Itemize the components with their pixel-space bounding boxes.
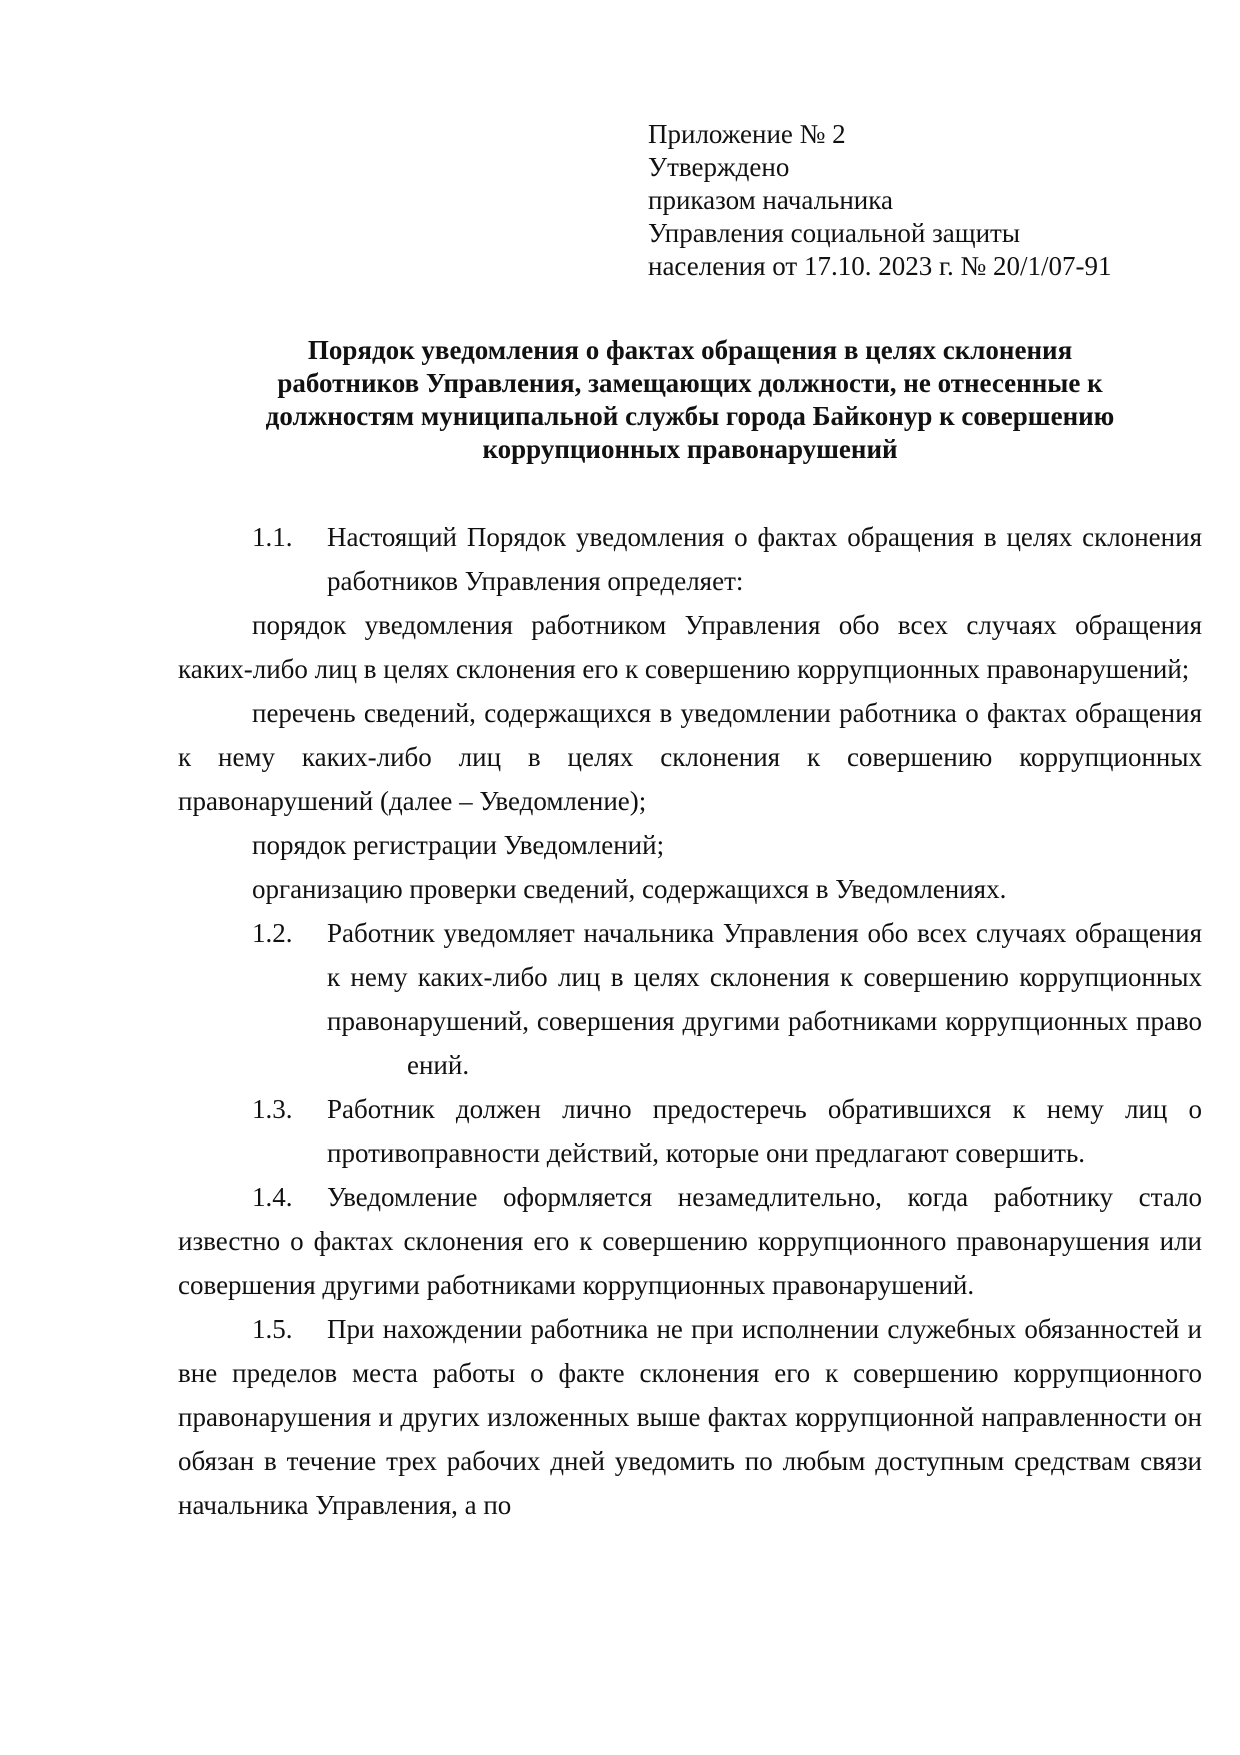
title-line-2: работников Управления, замещающих должности, не отнесенные к <box>277 368 1103 398</box>
section-text: Настоящий Порядок уведомления о фактах обращения в целях склонения работников Управления определяет: <box>327 522 1202 596</box>
section-1-5 <box>178 1307 1202 1527</box>
document-body <box>178 515 1202 1527</box>
approval-line-order: приказом начальника <box>648 185 893 215</box>
section-text: Уведомление оформляется незамедлительно, когда работнику стало известно о фактах склонения его к совершению коррупционного правонарушения или совершения другими работниками коррупционных правонарушений. <box>178 1182 1202 1300</box>
title-line-4: коррупционных правонарушений <box>482 434 898 464</box>
document-title <box>178 334 1202 466</box>
section-text: Работник уведомляет начальника Управления обо всех случаях обращения к нему каких-либо лиц в целях склонения к совершению коррупционных правонарушений, совершения другими работниками коррупционных право <box>327 918 1202 1036</box>
section-number: 1.1. <box>252 522 293 552</box>
approval-line-department: Управления социальной защиты <box>648 218 1020 248</box>
approval-line-appendix: Приложение № 2 <box>648 119 846 149</box>
approval-line-approved: Утверждено <box>648 152 790 182</box>
section-number: 1.4. <box>252 1182 293 1212</box>
list-item: организацию проверки сведений, содержащихся в Уведомлениях. <box>252 874 1007 904</box>
section-number: 1.2. <box>252 918 293 948</box>
section-text-end: ений. <box>407 1050 470 1080</box>
approval-line-date-number: населения от 17.10. 2023 г. № 20/1/07-91 <box>648 251 1112 281</box>
section-number: 1.3. <box>252 1094 293 1124</box>
section-1-4 <box>178 1175 1202 1307</box>
title-line-1: Порядок уведомления о фактах обращения в целях склонения <box>307 335 1073 365</box>
section-text: Работник должен лично предостеречь обратившихся к нему лиц о противоправности действий, которые они предлагают совершить. <box>327 1094 1202 1168</box>
section-1-2 <box>178 911 1202 1087</box>
section-1-1 <box>178 515 1202 603</box>
approval-block <box>648 118 1111 283</box>
list-item: порядок уведомления работником Управления обо всех случаях обращения каких-либо лиц в целях склонения его к совершению коррупционных правонарушений; <box>178 610 1202 684</box>
list-item: перечень сведений, содержащихся в уведомлении работника о фактах обращения к нему каких-либо лиц в целях склонения к совершению коррупционных правонарушений (далее – Уведомление); <box>178 698 1202 816</box>
section-text: При нахождении работника не при исполнении служебных обязанностей и вне пределов места работы о факте склонения его к совершению коррупционного правонарушения и других изложенных выше фактах коррупционной направленности он обязан в течение трех рабочих дней уведомить по любым доступным средствам связи начальника Управления, а по <box>178 1314 1202 1520</box>
section-number: 1.5. <box>252 1314 293 1344</box>
section-1-3 <box>178 1087 1202 1175</box>
list-item: порядок регистрации Уведомлений; <box>252 830 665 860</box>
title-line-3: должностям муниципальной службы города Байконур к совершению <box>265 401 1115 431</box>
